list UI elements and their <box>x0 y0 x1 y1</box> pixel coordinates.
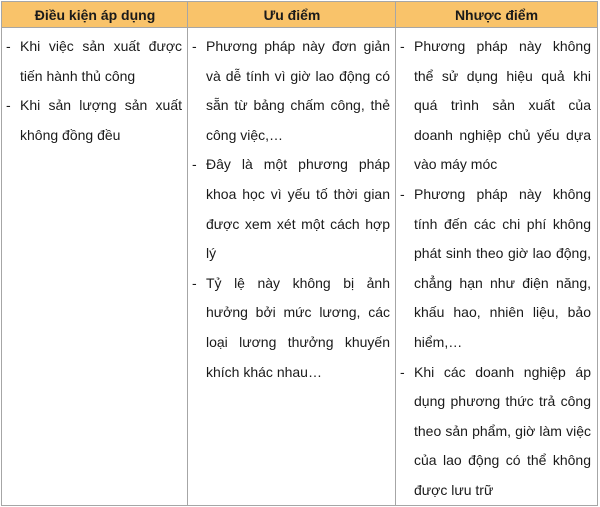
bullet-dash: - <box>6 38 11 54</box>
list-item-text: Đây là một phương pháp khoa học vì yếu tố thời gian được xem xét một cách hợp lý <box>206 156 390 262</box>
list-item <box>400 32 591 180</box>
header-conditions: Điều kiện áp dụng <box>2 2 188 28</box>
bullet-dash: - <box>400 185 405 202</box>
list-item <box>400 358 591 506</box>
list-item-text: Tỷ lệ này không bị ảnh hưởng bởi mức lương, các loại lương thưởng khuyến khích khác nhau… <box>206 274 390 380</box>
list-item-text: Khi các doanh nghiệp áp dụng phương thức trả công theo sản phẩm, giờ làm việc của lao động có thể không được lưu trữ <box>414 363 591 498</box>
list-item <box>6 91 182 150</box>
list-item-text: Khi việc sản xuất được tiến hành thủ công <box>20 38 182 84</box>
bullet-dash: - <box>400 38 405 54</box>
advantages-column <box>188 28 396 505</box>
bullet-dash: - <box>400 363 405 380</box>
bullet-dash: - <box>192 274 197 291</box>
bullet-dash: - <box>6 97 11 114</box>
list-item-text: Phương pháp này không thể sử dụng hiệu quả khi quá trình sản xuất của doanh nghiệp chủ yếu dựa vào máy móc <box>414 38 591 173</box>
list-item-text: Khi sản lượng sản xuất không đồng đều <box>20 97 182 143</box>
conditions-column <box>2 28 188 505</box>
list-item-text: Phương pháp này đơn giản và dễ tính vì giờ lao động có sẵn từ bảng chấm công, thẻ công việc,… <box>206 38 390 143</box>
list-item <box>192 269 390 387</box>
disadvantages-column <box>396 28 597 505</box>
bullet-dash: - <box>192 38 197 54</box>
header-disadvantages: Nhược điểm <box>396 2 597 28</box>
header-advantages: Ưu điểm <box>188 2 396 28</box>
list-item <box>192 32 390 150</box>
list-item <box>192 150 390 268</box>
list-item <box>400 180 591 358</box>
comparison-table <box>1 1 598 506</box>
list-item <box>6 32 182 91</box>
list-item-text: Phương pháp này không tính đến các chi phí không phát sinh theo giờ lao động, chẳng hạn như điện năng, khấu hao, nhiên liệu, bảo hiểm,… <box>414 185 591 350</box>
bullet-dash: - <box>192 156 197 173</box>
